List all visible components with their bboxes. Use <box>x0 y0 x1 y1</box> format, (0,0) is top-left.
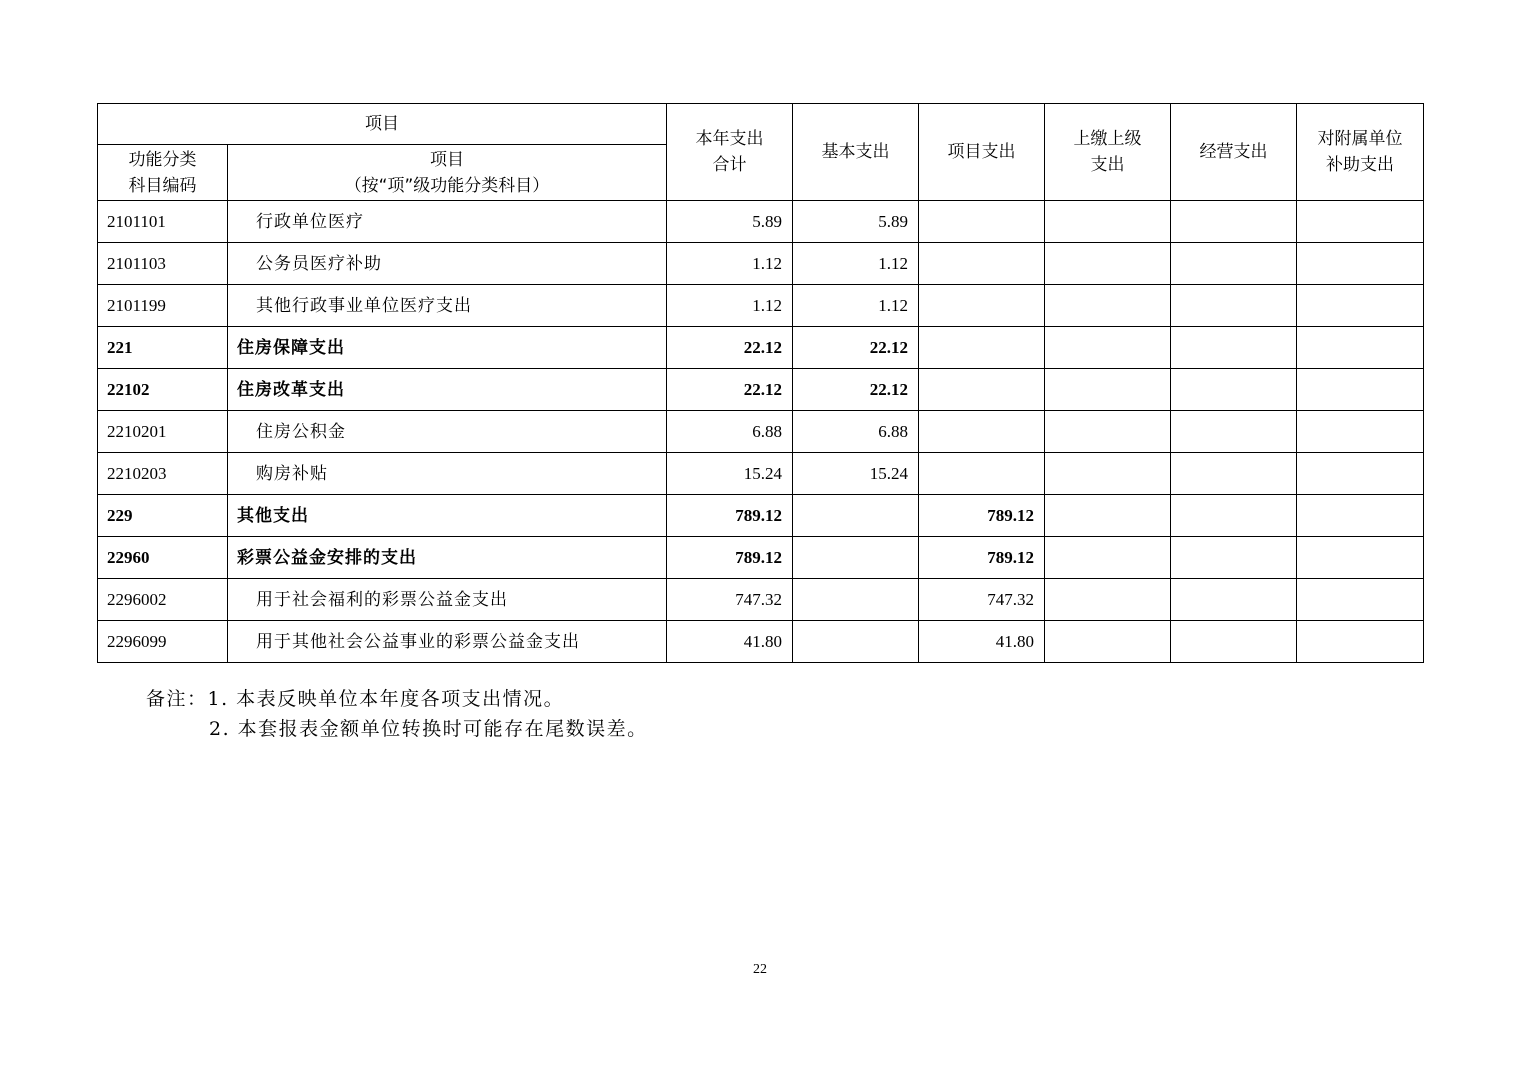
row-basic <box>793 495 919 537</box>
row-upper <box>1045 453 1171 495</box>
row-project <box>919 411 1045 453</box>
row-business <box>1171 537 1297 579</box>
row-basic: 22.12 <box>793 327 919 369</box>
row-code: 2210203 <box>98 453 228 495</box>
row-subsidiary <box>1297 285 1424 327</box>
row-basic <box>793 621 919 663</box>
row-code: 2210201 <box>98 411 228 453</box>
row-upper <box>1045 369 1171 411</box>
header-total: 本年支出 合计 <box>667 104 793 201</box>
table-row <box>98 201 1424 243</box>
row-project: 747.32 <box>919 579 1045 621</box>
row-code: 22102 <box>98 369 228 411</box>
row-business <box>1171 495 1297 537</box>
header-item: 项目 <box>98 104 667 145</box>
row-subsidiary <box>1297 495 1424 537</box>
row-project <box>919 453 1045 495</box>
row-subsidiary <box>1297 453 1424 495</box>
header-project: 项目支出 <box>919 104 1045 201</box>
table-row <box>98 285 1424 327</box>
row-business <box>1171 369 1297 411</box>
row-project <box>919 201 1045 243</box>
row-subsidiary <box>1297 201 1424 243</box>
row-name: 住房公积金 <box>228 411 667 453</box>
row-total: 15.24 <box>667 453 793 495</box>
row-name: 用于社会福利的彩票公益金支出 <box>228 579 667 621</box>
row-name: 公务员医疗补助 <box>228 243 667 285</box>
header-item-name: 项目 （按“项”级功能分类科目） <box>228 145 667 201</box>
row-name: 其他支出 <box>228 495 667 537</box>
row-total: 5.89 <box>667 201 793 243</box>
row-total: 1.12 <box>667 285 793 327</box>
row-name: 购房补贴 <box>228 453 667 495</box>
row-code: 2101101 <box>98 201 228 243</box>
expenditure-table <box>97 103 1424 663</box>
row-business <box>1171 579 1297 621</box>
row-project <box>919 285 1045 327</box>
table-row <box>98 579 1424 621</box>
row-subsidiary <box>1297 537 1424 579</box>
row-business <box>1171 621 1297 663</box>
row-code: 2101199 <box>98 285 228 327</box>
row-code: 221 <box>98 327 228 369</box>
row-business <box>1171 327 1297 369</box>
header-basic: 基本支出 <box>793 104 919 201</box>
row-basic: 1.12 <box>793 285 919 327</box>
row-total: 22.12 <box>667 369 793 411</box>
page-number: 22 <box>753 962 767 977</box>
table-row <box>98 495 1424 537</box>
row-upper <box>1045 327 1171 369</box>
header-code: 功能分类 科目编码 <box>98 145 228 201</box>
row-business <box>1171 285 1297 327</box>
table-row <box>98 621 1424 663</box>
row-total: 22.12 <box>667 327 793 369</box>
row-upper <box>1045 243 1171 285</box>
row-basic <box>793 579 919 621</box>
row-business <box>1171 411 1297 453</box>
row-project <box>919 369 1045 411</box>
row-subsidiary <box>1297 243 1424 285</box>
row-total: 789.12 <box>667 537 793 579</box>
row-code: 2296002 <box>98 579 228 621</box>
table-row <box>98 243 1424 285</box>
row-upper <box>1045 621 1171 663</box>
row-basic: 1.12 <box>793 243 919 285</box>
row-subsidiary <box>1297 369 1424 411</box>
row-upper <box>1045 495 1171 537</box>
row-project: 789.12 <box>919 495 1045 537</box>
row-upper <box>1045 285 1171 327</box>
row-name: 用于其他社会公益事业的彩票公益金支出 <box>228 621 667 663</box>
row-subsidiary <box>1297 327 1424 369</box>
row-project <box>919 327 1045 369</box>
table-row <box>98 411 1424 453</box>
row-basic: 6.88 <box>793 411 919 453</box>
table-row <box>98 453 1424 495</box>
row-subsidiary <box>1297 621 1424 663</box>
row-total: 6.88 <box>667 411 793 453</box>
notes <box>146 684 648 744</box>
row-project: 41.80 <box>919 621 1045 663</box>
table-row <box>98 327 1424 369</box>
row-total: 789.12 <box>667 495 793 537</box>
row-total: 41.80 <box>667 621 793 663</box>
header-business: 经营支出 <box>1171 104 1297 201</box>
note-line-1: 备注：1. 本表反映单位本年度各项支出情况。 <box>146 688 565 710</box>
row-name: 住房改革支出 <box>228 369 667 411</box>
header-subsidiary: 对附属单位 补助支出 <box>1297 104 1424 201</box>
note-line-2: 2. 本套报表金额单位转换时可能存在尾数误差。 <box>209 718 648 740</box>
row-upper <box>1045 579 1171 621</box>
table-row <box>98 537 1424 579</box>
row-business <box>1171 201 1297 243</box>
row-code: 2101103 <box>98 243 228 285</box>
row-business <box>1171 453 1297 495</box>
row-code: 22960 <box>98 537 228 579</box>
row-basic <box>793 537 919 579</box>
header-upper: 上缴上级 支出 <box>1045 104 1171 201</box>
row-project <box>919 243 1045 285</box>
row-project: 789.12 <box>919 537 1045 579</box>
row-upper <box>1045 537 1171 579</box>
row-upper <box>1045 411 1171 453</box>
row-upper <box>1045 201 1171 243</box>
table-row <box>98 369 1424 411</box>
row-code: 229 <box>98 495 228 537</box>
row-subsidiary <box>1297 411 1424 453</box>
row-name: 行政单位医疗 <box>228 201 667 243</box>
row-business <box>1171 243 1297 285</box>
row-code: 2296099 <box>98 621 228 663</box>
row-total: 1.12 <box>667 243 793 285</box>
row-total: 747.32 <box>667 579 793 621</box>
row-basic: 5.89 <box>793 201 919 243</box>
row-name: 其他行政事业单位医疗支出 <box>228 285 667 327</box>
row-name: 彩票公益金安排的支出 <box>228 537 667 579</box>
row-basic: 22.12 <box>793 369 919 411</box>
row-name: 住房保障支出 <box>228 327 667 369</box>
table-body <box>98 201 1424 663</box>
row-basic: 15.24 <box>793 453 919 495</box>
row-subsidiary <box>1297 579 1424 621</box>
